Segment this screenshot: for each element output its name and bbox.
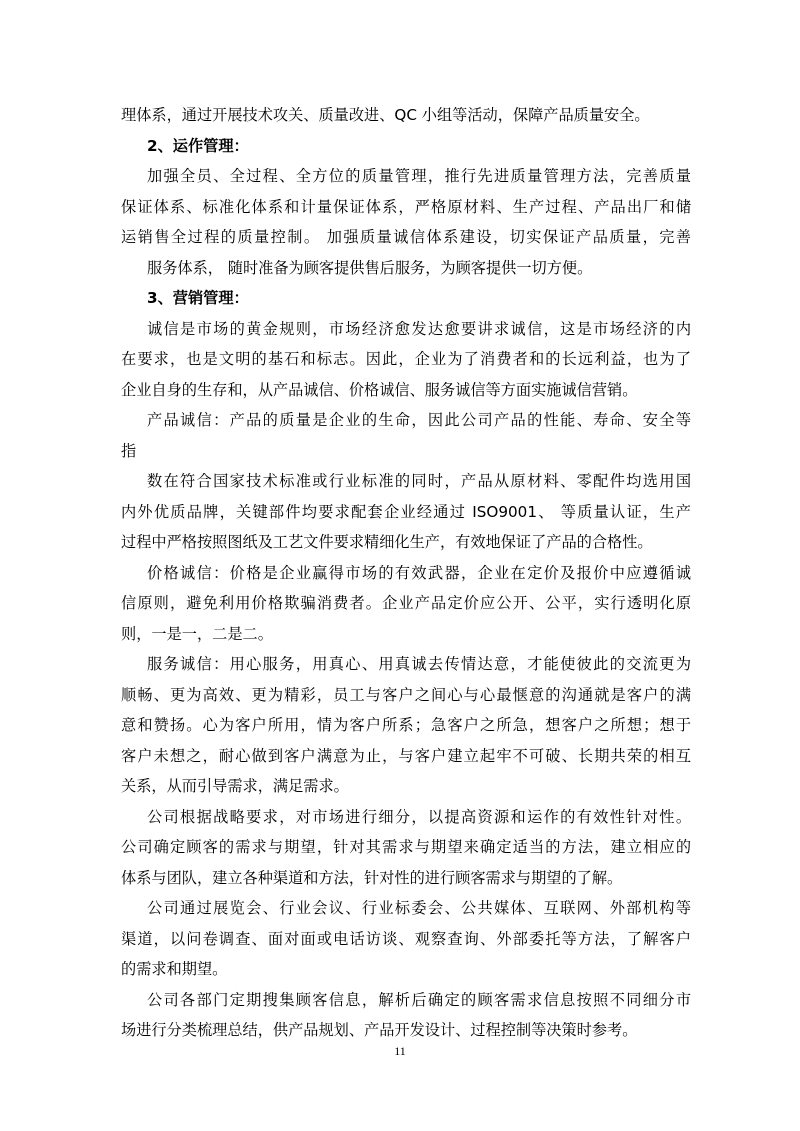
text-line: 价格诚信：价格是企业赢得市场的有效武器，企业在定价及报价中应遵循诚 [147, 563, 691, 582]
text-line: 关系，从而引导需求，满足需求。 [121, 777, 349, 795]
text-line: 内外优质品牌，关键部件均要求配套企业经通过 ISO9001、 等质量认证，生产 [121, 502, 691, 521]
text-line: 公司通过展览会、行业会议、行业标委会、公共媒体、互联网、外部机构等 [147, 899, 691, 917]
text-line: 保证体系、标准化体系和计量保证体系，严格原材料、生产过程、产品出厂和储 [121, 197, 691, 216]
text-line: 渠道，以问卷调查、面对面或电话访谈、观察查询、外部委托等方法，了解客户 [121, 929, 691, 948]
text-line: 加强全员、全过程、全方位的质量管理，推行先进质量管理方法，完善质量 [147, 167, 691, 185]
text-line: 运销售全过程的质量控制。 加强质量诚信体系建设，切实保证产品质量，完善 [121, 228, 691, 246]
text-line: 则，一是一，二是二。 [121, 624, 273, 643]
text-line: 公司确定顾客的需求与期望，针对其需求与期望来确定适当的方法，建立相应的 [121, 838, 691, 856]
text-line: 数在符合国家技术标准或行业标准的同时，产品从原材料、零配件均选用国 [147, 472, 691, 490]
text-line: 客户未想之，耐心做到客户满意为止，与客户建立起牢不可破、长期共荣的相互 [121, 746, 691, 765]
section-heading: 3、营销管理： [147, 289, 249, 307]
text-line: 的需求和期望。 [121, 960, 228, 978]
text-line: 诚信是市场的黄金规则，市场经济愈发达愈要讲求诚信，这是市场经济的内 [147, 319, 691, 338]
page-number: 11 [394, 1044, 406, 1058]
text-line: 服务体系， 随时准备为顾客提供售后服务，为顾客提供一切方便。 [147, 258, 593, 277]
text-line: 意和赞扬。心为客户所用，情为客户所系；急客户之所急，想客户之所想；想于 [121, 716, 691, 734]
text-line: 产品诚信：产品的质量是企业的生命，因此公司产品的性能、寿命、安全等 [147, 411, 691, 429]
text-line: 理体系，通过开展技术攻关、质量改进、QC 小组等活动，保障产品质量安全。 [121, 106, 650, 124]
text-line: 公司根据战略要求，对市场进行细分，以提高资源和运作的有效性针对性。 [147, 807, 691, 826]
text-line: 企业自身的生存和，从产品诚信、价格诚信、服务诚信等方面实施诚信营销。 [121, 380, 638, 399]
text-line: 场进行分类梳理总结，供产品规划、产品开发设计、过程控制等决策时参考。 [121, 1021, 638, 1039]
text-line: 信原则，避免利用价格欺骗消费者。企业产品定价应公开、公平，实行透明化原 [121, 594, 691, 612]
section-heading: 2、运作管理： [147, 136, 249, 155]
text-line: 公司各部门定期搜集顾客信息，解析后确定的顾客需求信息按照不同细分市 [147, 990, 691, 1009]
text-line: 在要求，也是文明的基石和标志。因此，企业为了消费者和的长远利益，也为了 [121, 350, 691, 368]
text-line: 顺畅、更为高效、更为精彩，员工与客户之间心与心最惬意的沟通就是客户的满 [121, 685, 691, 704]
document-body [121, 100, 691, 1046]
text-line: 体系与团队，建立各种渠道和方法，针对性的进行顾客需求与期望的了解。 [121, 868, 623, 887]
text-line: 服务诚信：用心服务，用真心、用真诚去传情达意，才能使彼此的交流更为 [147, 655, 691, 673]
text-line: 过程中严格按照图纸及工艺文件要求精细化生产，有效地保证了产品的合格性。 [121, 533, 653, 551]
text-line: 指 [121, 441, 137, 460]
